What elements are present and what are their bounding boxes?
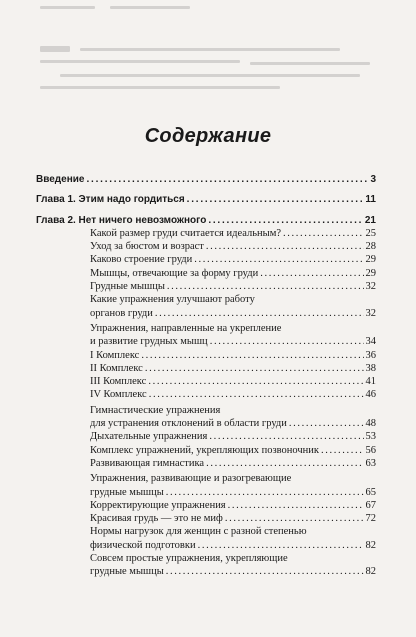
dot-leader bbox=[260, 268, 363, 280]
dot-leader bbox=[206, 241, 364, 253]
toc-entry bbox=[36, 281, 376, 293]
toc-page-number: 25 bbox=[365, 227, 376, 239]
toc-page-number: 34 bbox=[365, 336, 376, 348]
toc-page-number: 82 bbox=[365, 539, 376, 551]
dot-leader bbox=[289, 418, 364, 430]
toc-entry-label: IV Комплекс bbox=[90, 389, 147, 401]
toc-entry-chapter-1 bbox=[36, 194, 376, 206]
toc-page-number: 32 bbox=[365, 307, 376, 319]
dot-leader bbox=[86, 174, 368, 186]
toc-entry bbox=[36, 308, 376, 320]
toc-page-number: 41 bbox=[365, 376, 376, 388]
table-of-contents bbox=[36, 174, 376, 579]
toc-entry bbox=[36, 431, 376, 443]
toc-entry bbox=[36, 241, 376, 253]
toc-entry-label: и развитие грудных мышц bbox=[90, 336, 208, 348]
toc-entry-label: органов груди bbox=[90, 307, 153, 319]
dot-leader bbox=[283, 228, 364, 240]
toc-entry-label: физической подготовки bbox=[90, 539, 196, 551]
toc-entry-first-line: Нормы нагрузок для женщин с разной степенью bbox=[90, 526, 307, 538]
toc-page-number: 29 bbox=[365, 267, 376, 279]
toc-entry-introduction bbox=[36, 174, 376, 186]
dot-leader bbox=[148, 376, 363, 388]
toc-entry bbox=[36, 228, 376, 240]
toc-page-number: 21 bbox=[364, 214, 376, 226]
dot-leader bbox=[145, 363, 364, 375]
toc-page-number: 65 bbox=[365, 486, 376, 498]
toc-entry-label: Каково строение груди bbox=[90, 254, 193, 266]
toc-page-number: 38 bbox=[365, 362, 376, 374]
toc-entry bbox=[36, 254, 376, 266]
dot-leader bbox=[228, 500, 364, 512]
toc-entry-label: Глава 1. Этим надо гордиться bbox=[36, 194, 185, 206]
toc-page-number: 56 bbox=[365, 444, 376, 456]
toc-entry-chapter-2 bbox=[36, 215, 376, 227]
dot-leader bbox=[166, 487, 364, 499]
toc-page-number: 48 bbox=[365, 418, 376, 430]
toc-page-number: 82 bbox=[365, 566, 376, 578]
toc-entry-label: II Комплекс bbox=[90, 362, 143, 374]
toc-page-number: 53 bbox=[365, 431, 376, 443]
toc-page-number: 3 bbox=[370, 174, 376, 185]
dot-leader bbox=[194, 254, 363, 266]
page-title: Содержание bbox=[144, 125, 272, 147]
dot-leader bbox=[208, 215, 363, 227]
dot-leader bbox=[155, 308, 364, 320]
dot-leader bbox=[141, 350, 363, 362]
toc-entry-first-line: Совсем простые упражнения, укрепляющие bbox=[90, 553, 288, 565]
toc-entry-label: III Комплекс bbox=[90, 376, 147, 388]
toc-page-number: 29 bbox=[365, 254, 376, 266]
toc-page-number: 63 bbox=[365, 457, 376, 469]
dot-leader bbox=[166, 566, 364, 578]
dot-leader bbox=[167, 281, 364, 293]
dot-leader bbox=[209, 431, 363, 443]
toc-entry-label: Дыхательные упражнения bbox=[90, 431, 208, 443]
toc-entry-first-line: Гимнастические упражнения bbox=[90, 404, 221, 416]
toc-page-number: 67 bbox=[365, 499, 376, 511]
toc-page-number: 46 bbox=[365, 389, 376, 401]
toc-entry-label: грудные мышцы bbox=[90, 486, 164, 498]
dot-leader bbox=[206, 458, 363, 470]
toc-entry-label: Комплекс упражнений, укрепляющих позвоночник bbox=[90, 444, 319, 456]
toc-entry-label: Глава 2. Нет ничего невозможного bbox=[36, 214, 207, 226]
dot-leader bbox=[198, 540, 364, 552]
toc-entry-label: Грудные мышцы bbox=[90, 281, 165, 293]
dot-leader bbox=[225, 513, 364, 525]
toc-entry-label: Красивая грудь — это не миф bbox=[90, 513, 223, 525]
toc-entry-first-line: Упражнения, направленные на укрепление bbox=[90, 322, 282, 334]
toc-entry-label: Корректирующие упражнения bbox=[90, 499, 226, 511]
toc-entry bbox=[36, 566, 376, 578]
toc-entry-label: грудные мышцы bbox=[90, 566, 164, 578]
toc-entry bbox=[36, 363, 376, 375]
dot-leader bbox=[321, 445, 364, 457]
dot-leader bbox=[187, 194, 364, 206]
toc-page-number: 11 bbox=[365, 194, 376, 206]
toc-entry bbox=[36, 540, 376, 552]
toc-entry bbox=[36, 268, 376, 280]
toc-entry bbox=[36, 500, 376, 512]
toc-entry bbox=[36, 336, 376, 348]
toc-entry-first-line: Какие упражнения улучшают работу bbox=[90, 294, 255, 306]
toc-page-number: 72 bbox=[365, 513, 376, 525]
toc-entry bbox=[36, 487, 376, 499]
toc-entry-label: Уход за бюстом и возраст bbox=[90, 241, 204, 253]
toc-page-number: 32 bbox=[365, 281, 376, 293]
toc-entry-label: Какой размер груди считается идеальным? bbox=[90, 227, 281, 239]
toc-entry bbox=[36, 389, 376, 401]
toc-entry-first-line: Упражнения, развивающие и разогревающие bbox=[90, 473, 292, 485]
toc-entry bbox=[36, 458, 376, 470]
toc-entry bbox=[36, 350, 376, 362]
toc-page-number: 28 bbox=[365, 241, 376, 253]
toc-entry-label: I Комплекс bbox=[90, 349, 140, 361]
toc-page-number: 36 bbox=[365, 349, 376, 361]
toc-entry-label: Мышцы, отвечающие за форму груди bbox=[90, 267, 259, 279]
toc-entry bbox=[36, 513, 376, 525]
toc-entry-label: для устранения отклонений в области груди bbox=[90, 418, 287, 430]
toc-entry bbox=[36, 445, 376, 457]
dot-leader bbox=[210, 336, 364, 348]
toc-entry-label: Развивающая гимнастика bbox=[90, 457, 205, 469]
dot-leader bbox=[149, 389, 364, 401]
toc-entry bbox=[36, 376, 376, 388]
toc-entry-label: Введение bbox=[36, 174, 85, 185]
bleed-through-text bbox=[40, 0, 380, 100]
toc-entry bbox=[36, 418, 376, 430]
